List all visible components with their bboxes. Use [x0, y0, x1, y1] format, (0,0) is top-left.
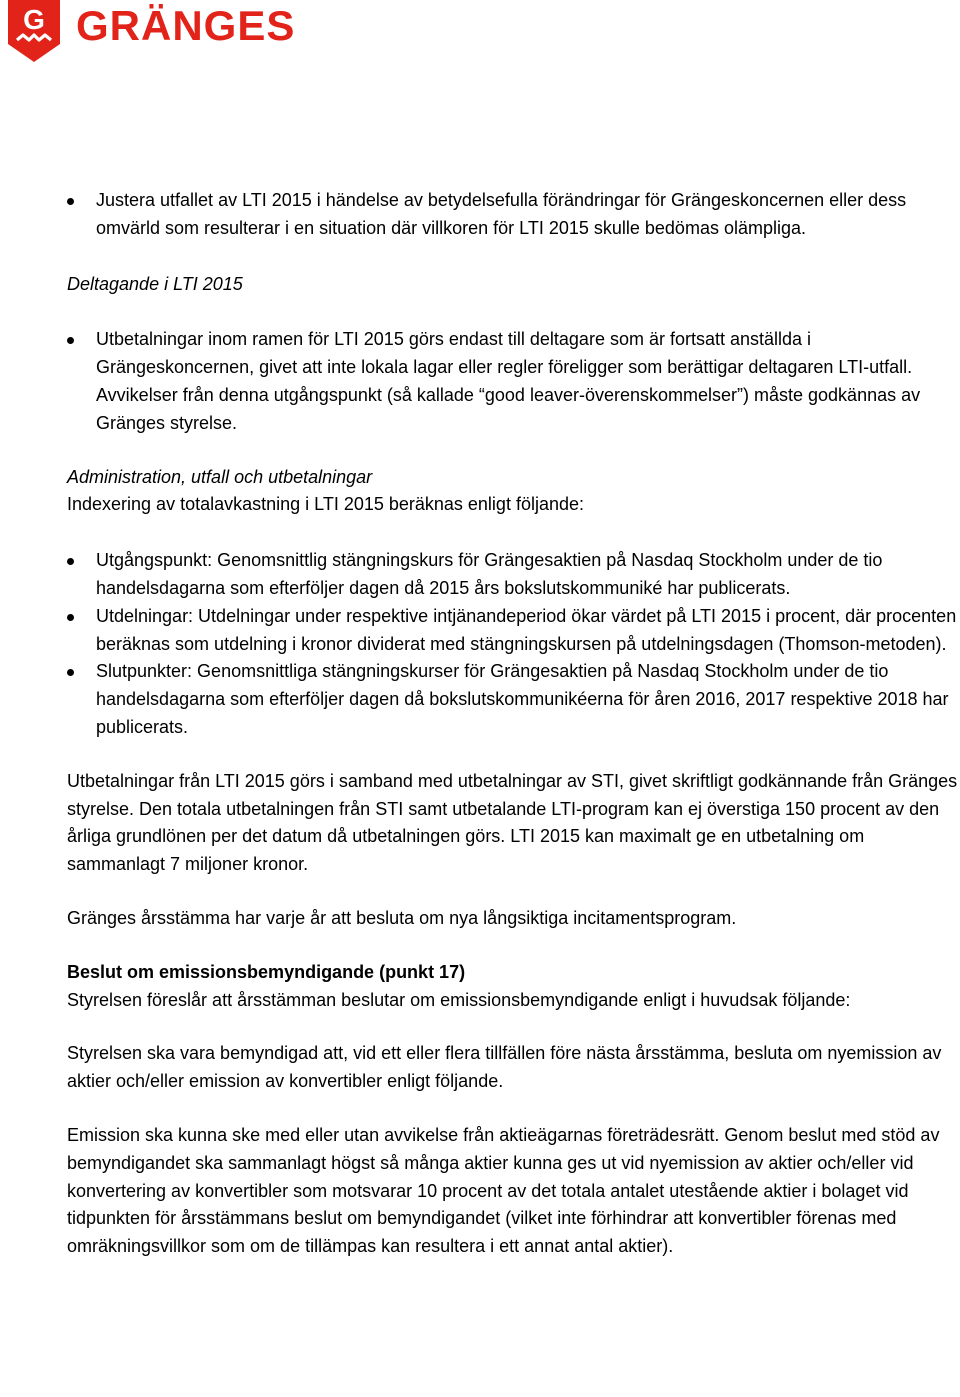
- list-item: Utbetalningar inom ramen för LTI 2015 görs endast till deltagare som är fortsatt anställda i Grängeskoncernen, givet att inte lokala lagar eller regler föreligger som berättigar deltagaren LTI-utfall. Avvikelser från denna utgångspunkt (så kallade “good leaver-överenskommelser”) måste godkännas av Gränges styrelse.: [67, 326, 960, 437]
- svg-text:G: G: [23, 4, 45, 35]
- header: [8, 0, 295, 62]
- issue-paragraph-1: Styrelsen ska vara bemyndigad att, vid ett eller flera tillfällen före nästa årsstämma, besluta om nyemission av aktier och/eller emission av konvertibler enligt följande.: [67, 1043, 942, 1092]
- list-item: Justera utfallet av LTI 2015 i händelse av betydelsefulla förändringar för Grängeskoncernen eller dess omvärld som resulterar i en situation där villkoren för LTI 2015 skulle bedömas olämpliga.: [67, 187, 960, 243]
- admin-intro: Indexering av totalavkastning i LTI 2015 beräknas enligt följande:: [67, 494, 584, 515]
- agm-paragraph: Gränges årsstämma har varje år att besluta om nya långsiktiga incitamentsprogram.: [67, 907, 737, 928]
- section-heading-issue: Beslut om emissionsbemyndigande (punkt 17): [67, 961, 466, 982]
- issue-intro: Styrelsen föreslår att årsstämman beslutar om emissionsbemyndigande enligt i huvudsak följande:: [67, 989, 851, 1010]
- section-heading-participation: Deltagande i LTI 2015: [67, 273, 243, 294]
- bullet-list-top: [67, 187, 960, 243]
- brand-name: GRÄNGES: [76, 2, 296, 49]
- document-body: [67, 187, 960, 1261]
- bullet-list-admin: [67, 547, 960, 742]
- list-item: Utgångspunkt: Genomsnittlig stängningskurs för Grängesaktien på Nasdaq Stockholm under de tio handelsdagarna som efterföljer dagen då 2015 års bokslutskommuniké har publicerats.: [67, 547, 960, 603]
- payout-paragraph: Utbetalningar från LTI 2015 görs i samband med utbetalningar av STI, givet skriftligt godkännande från Gränges styrelse. Den totala utbetalningen från STI samt utbetalande LTI-program kan ej överstiga 150 procent av den årliga grundlönen per det datum då utbetalningen görs. LTI 2015 kan maximalt ge en utbetalning om sammanlagt 7 miljoner kronor.: [67, 770, 958, 875]
- bullet-list-participation: [67, 326, 960, 437]
- list-item: Slutpunkter: Genomsnittliga stängningskurser för Grängesaktien på Nasdaq Stockholm under de tio handelsdagarna som efterföljer dagen då bokslutskommunikéerna för åren 2016, 2017 respektive 2018 har publicerats.: [67, 658, 960, 741]
- issue-paragraph-2: Emission ska kunna ske med eller utan avvikelse från aktieägarnas företrädesrätt. Genom beslut med stöd av bemyndigandet ska sammanlagt högst så många aktier kunna ges ut vid nyemission av aktier och/eller vid konvertering av konvertibler som motsvarar 10 procent av det totala antalet utestående aktier i bolaget vid tidpunkten för årsstämmans beslut om bemyndigandet (vilket inte förhindrar att konvertibler förenas med omräkningsvillkor som om de tillämpas kan resultera i ett annat antal aktier).: [67, 1124, 940, 1257]
- list-item: Utdelningar: Utdelningar under respektive intjänandeperiod ökar värdet på LTI 2015 i procent, där procenten beräknas som utdelning i kronor dividerat med stängningskursen på utdelningsdagen (Thomson-metoden).: [67, 603, 960, 659]
- section-heading-admin: Administration, utfall och utbetalningar: [67, 466, 373, 487]
- granges-shield-logo-icon: [8, 0, 60, 62]
